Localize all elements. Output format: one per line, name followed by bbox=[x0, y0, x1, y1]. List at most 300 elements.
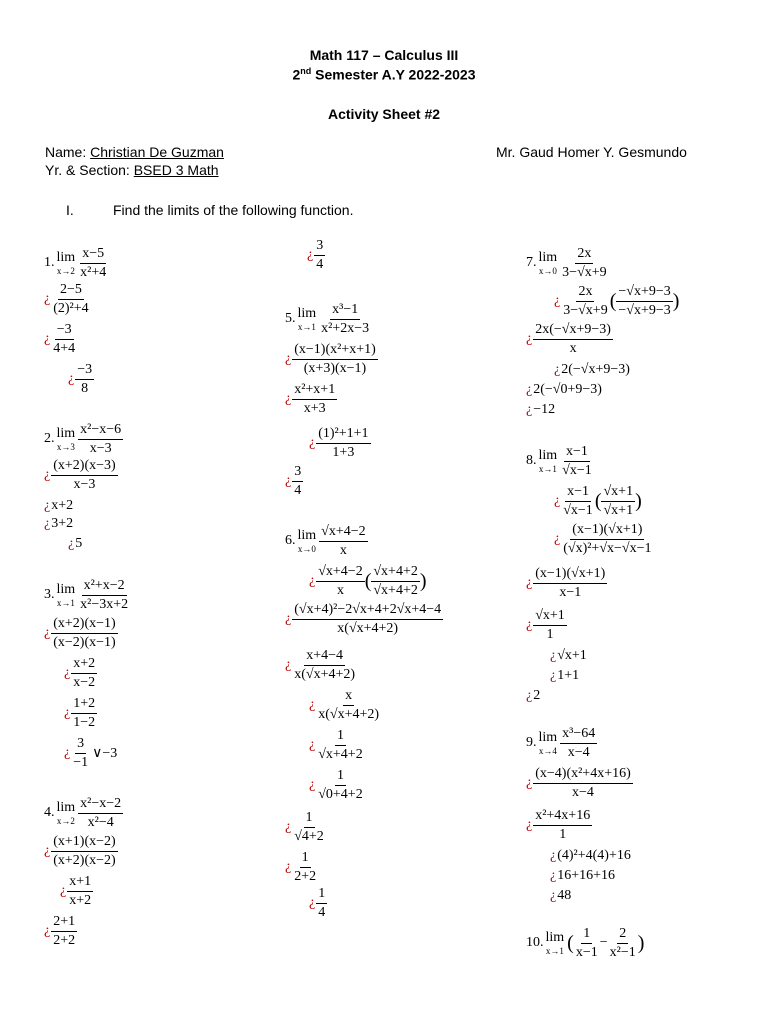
limit-approach: x→3 bbox=[56, 441, 75, 452]
fraction bbox=[371, 564, 419, 598]
step-expression: 5 bbox=[75, 536, 83, 551]
fraction-denominator: 2+2 bbox=[294, 868, 317, 884]
answer-marker: ¿ bbox=[285, 611, 292, 627]
fraction-denominator: x bbox=[569, 340, 577, 356]
problem-number: 3. bbox=[44, 587, 55, 603]
fraction-numerator: x−1 bbox=[564, 444, 590, 462]
fraction-numerator: −√x+9−3 bbox=[616, 284, 672, 302]
fraction-numerator: 3 bbox=[314, 238, 325, 256]
step-expression: √x+1 bbox=[557, 648, 587, 663]
fraction-denominator: x²−4 bbox=[87, 814, 114, 830]
solution-step bbox=[44, 516, 73, 532]
solution-step bbox=[554, 484, 642, 518]
fraction-denominator: 3−√x+9 bbox=[563, 302, 608, 318]
problem-statement bbox=[44, 246, 108, 280]
fraction-denominator: x−4 bbox=[572, 784, 594, 800]
right-paren: ) bbox=[419, 569, 427, 592]
fraction-denominator: x²−3x+2 bbox=[80, 596, 129, 612]
fraction-numerator: 2x bbox=[575, 246, 593, 264]
answer-marker: ¿ bbox=[554, 362, 561, 377]
solution-step bbox=[550, 868, 615, 884]
fraction-denominator: x bbox=[336, 582, 344, 598]
fraction bbox=[314, 238, 325, 272]
fraction-numerator: x−5 bbox=[80, 246, 106, 264]
step-expression: 16+16+16 bbox=[557, 868, 616, 883]
answer-marker: ¿ bbox=[526, 688, 533, 703]
fraction-denominator: 1−2 bbox=[73, 714, 96, 730]
problem-number: 7. bbox=[526, 255, 537, 271]
solution-step bbox=[309, 886, 327, 920]
limit-word: lim bbox=[297, 305, 317, 321]
fraction bbox=[319, 302, 371, 336]
problem-number: 4. bbox=[44, 805, 55, 821]
fraction bbox=[316, 886, 327, 920]
fraction-numerator: x+2 bbox=[71, 656, 97, 674]
solution-step bbox=[550, 888, 571, 904]
fraction bbox=[316, 728, 364, 762]
solution-step bbox=[64, 656, 97, 690]
answer-marker: ¿ bbox=[285, 819, 292, 835]
right-paren: ) bbox=[635, 489, 642, 512]
fraction-denominator: √0+4+2 bbox=[318, 786, 363, 802]
problem-statement bbox=[526, 246, 609, 280]
step-expression: 2 bbox=[533, 688, 541, 703]
fraction-numerator: (√x+4)²−2√x+4+2√x+4−4 bbox=[292, 602, 443, 620]
section-label: Yr. & Section: bbox=[45, 162, 134, 178]
solution-step bbox=[44, 322, 77, 356]
problem-number: 1. bbox=[44, 255, 55, 271]
answer-marker: ¿ bbox=[526, 331, 533, 347]
fraction-denominator: x²+2x−3 bbox=[321, 320, 370, 336]
limit-operator bbox=[57, 583, 76, 608]
limit-word: lim bbox=[56, 425, 76, 441]
limit-word: lim bbox=[545, 929, 565, 945]
step-expression: 1+1 bbox=[557, 668, 580, 683]
fraction-numerator: 2−5 bbox=[58, 282, 84, 300]
fraction bbox=[561, 284, 609, 318]
fraction bbox=[561, 484, 595, 518]
solution-step bbox=[554, 522, 653, 556]
left-paren: ( bbox=[609, 289, 617, 312]
step-expression: 2(−√0+9−3) bbox=[533, 382, 602, 397]
answer-marker: ¿ bbox=[550, 888, 557, 903]
fraction bbox=[78, 578, 130, 612]
fraction-denominator: x−1 bbox=[559, 584, 582, 600]
fraction-denominator: √x+4+2 bbox=[318, 746, 363, 762]
fraction-denominator: √x−1 bbox=[562, 462, 592, 478]
fraction bbox=[533, 608, 567, 642]
fraction bbox=[316, 426, 370, 460]
fraction-numerator: 2+1 bbox=[51, 914, 77, 932]
solution-step bbox=[550, 648, 587, 664]
fraction-numerator: x+4−4 bbox=[304, 648, 345, 666]
fraction-denominator: −√x+9−3 bbox=[618, 302, 671, 318]
right-paren: ) bbox=[672, 289, 680, 312]
left-paren: ( bbox=[364, 569, 372, 592]
fraction-numerator: (x+1)(x−2) bbox=[51, 834, 117, 852]
solution-step bbox=[526, 688, 540, 704]
solution-step bbox=[44, 616, 118, 650]
answer-marker: ¿ bbox=[550, 668, 557, 683]
fraction-denominator: √x+4+2 bbox=[373, 582, 418, 598]
instruction-roman: I. bbox=[66, 202, 74, 218]
solution-step bbox=[285, 342, 378, 376]
fraction-denominator: 1 bbox=[546, 626, 554, 642]
solution-step bbox=[64, 696, 97, 730]
limit-approach: x→4 bbox=[538, 745, 557, 756]
answer-marker: ¿ bbox=[554, 531, 561, 547]
solution-step bbox=[285, 810, 326, 844]
fraction-denominator: x−3 bbox=[73, 476, 96, 492]
fraction bbox=[560, 444, 594, 478]
solution-step bbox=[526, 766, 633, 800]
fraction-denominator: √4+2 bbox=[294, 828, 324, 844]
name-line bbox=[45, 144, 224, 160]
fraction bbox=[601, 484, 635, 518]
fraction-numerator: (x−1)(√x+1) bbox=[533, 566, 607, 584]
answer-marker: ¿ bbox=[285, 473, 292, 489]
solution-step bbox=[285, 382, 337, 416]
fraction-numerator: −3 bbox=[55, 322, 74, 340]
section-line bbox=[45, 162, 219, 178]
answer-marker: ¿ bbox=[44, 498, 51, 513]
problem-number: 6. bbox=[285, 533, 296, 549]
fraction-denominator: √x−1 bbox=[563, 502, 593, 518]
answer-marker: ¿ bbox=[68, 536, 75, 551]
limit-approach: x→0 bbox=[297, 543, 316, 554]
solution-step bbox=[285, 602, 443, 636]
right-paren: ) bbox=[637, 931, 645, 954]
fraction-denominator: x−3 bbox=[89, 440, 112, 456]
step-expression: (4)²+4(4)+16 bbox=[557, 848, 631, 863]
problem-number: 8. bbox=[526, 453, 537, 469]
problem-statement bbox=[526, 444, 594, 478]
fraction-numerator: (x+2)(x−3) bbox=[51, 458, 117, 476]
fraction bbox=[616, 284, 672, 318]
fraction-numerator: x²−x−2 bbox=[78, 796, 123, 814]
limit-approach: x→2 bbox=[56, 265, 75, 276]
answer-marker: ¿ bbox=[309, 435, 316, 451]
limit-operator bbox=[298, 529, 317, 554]
solution-step bbox=[285, 464, 303, 498]
limit-operator bbox=[539, 251, 558, 276]
answer-marker: ¿ bbox=[68, 371, 75, 387]
solution-step bbox=[44, 458, 118, 492]
answer-marker: ¿ bbox=[526, 817, 533, 833]
solution-step bbox=[68, 536, 82, 552]
fraction-numerator: 3 bbox=[75, 736, 86, 754]
fraction-denominator: x²−1 bbox=[609, 944, 636, 960]
fraction bbox=[292, 464, 303, 498]
answer-marker: ¿ bbox=[44, 331, 51, 347]
answer-marker: ¿ bbox=[309, 895, 316, 911]
answer-marker: ¿ bbox=[64, 665, 71, 681]
answer-marker: ¿ bbox=[60, 883, 67, 899]
fraction-numerator: x³−1 bbox=[330, 302, 360, 320]
step-expression: 2(−√x+9−3) bbox=[561, 362, 630, 377]
problem-number: 9. bbox=[526, 735, 537, 751]
answer-marker: ¿ bbox=[309, 777, 316, 793]
solution-step bbox=[554, 284, 679, 318]
fraction-numerator: √x+4+2 bbox=[371, 564, 419, 582]
fraction bbox=[51, 834, 117, 868]
fraction bbox=[292, 850, 318, 884]
fraction-numerator: x²+x−2 bbox=[82, 578, 127, 596]
solution-step bbox=[526, 322, 613, 356]
fraction bbox=[319, 524, 367, 558]
fraction bbox=[292, 810, 326, 844]
problem-number: 5. bbox=[285, 311, 296, 327]
name-label: Name: bbox=[45, 144, 91, 160]
fraction-numerator: 1 bbox=[300, 850, 311, 868]
fraction-numerator: x²+4x+16 bbox=[533, 808, 592, 826]
problem-statement bbox=[44, 422, 123, 456]
fraction-numerator: 2 bbox=[617, 926, 628, 944]
student-name: Christian De Guzman bbox=[90, 144, 224, 160]
activity-title: Activity Sheet #2 bbox=[327, 106, 441, 122]
fraction bbox=[51, 616, 117, 650]
limit-approach: x→1 bbox=[545, 945, 564, 956]
step-expression: 48 bbox=[557, 888, 572, 903]
limit-word: lim bbox=[56, 799, 76, 815]
solution-step bbox=[60, 874, 93, 908]
fraction-numerator: 1+2 bbox=[71, 696, 97, 714]
limit-operator bbox=[57, 801, 76, 826]
fraction-denominator: (√x)²+√x−√x−1 bbox=[563, 540, 652, 556]
fraction-denominator: 2+2 bbox=[53, 932, 76, 948]
fraction bbox=[78, 246, 108, 280]
fraction bbox=[51, 914, 77, 948]
problem-statement bbox=[526, 926, 644, 960]
fraction-denominator: x+2 bbox=[69, 892, 92, 908]
problem-statement bbox=[285, 302, 371, 336]
answer-marker: ¿ bbox=[64, 745, 71, 761]
step-expression: x+2 bbox=[51, 498, 74, 513]
continued-answer-line bbox=[307, 238, 325, 272]
fraction-numerator: 1 bbox=[335, 768, 346, 786]
semester-line: 2nd Semester A.Y 2022-2023 bbox=[292, 66, 476, 83]
solution-step bbox=[526, 566, 607, 600]
fraction-denominator: 4+4 bbox=[53, 340, 76, 356]
limit-approach: x→1 bbox=[56, 597, 75, 608]
limit-word: lim bbox=[56, 249, 76, 265]
fraction-numerator: x+1 bbox=[67, 874, 93, 892]
answer-marker: ¿ bbox=[285, 657, 292, 673]
fraction bbox=[316, 564, 364, 598]
solution-step bbox=[285, 648, 357, 682]
fraction bbox=[75, 362, 94, 396]
answer-marker: ¿ bbox=[285, 351, 292, 367]
fraction bbox=[574, 926, 600, 960]
problem-statement bbox=[285, 524, 368, 558]
fraction-denominator: x(√x+4+2) bbox=[337, 620, 399, 636]
solution-step bbox=[526, 402, 555, 418]
solution-step bbox=[309, 426, 371, 460]
fraction-numerator: 1 bbox=[316, 886, 327, 904]
solution-step bbox=[44, 282, 91, 316]
problem-statement bbox=[44, 578, 130, 612]
limit-word: lim bbox=[297, 527, 317, 543]
fraction-numerator: 3 bbox=[292, 464, 303, 482]
answer-marker: ¿ bbox=[526, 402, 533, 417]
step-expression: −12 bbox=[533, 402, 556, 417]
fraction bbox=[292, 382, 337, 416]
fraction bbox=[51, 458, 117, 492]
fraction-denominator: 4 bbox=[294, 482, 302, 498]
fraction-denominator: (2)²+4 bbox=[53, 300, 89, 316]
fraction-numerator: √x+1 bbox=[533, 608, 567, 626]
fraction-numerator: (x−1)(x²+x+1) bbox=[292, 342, 378, 360]
left-paren: ( bbox=[594, 489, 602, 512]
fraction-numerator: 2x(−√x+9−3) bbox=[533, 322, 613, 340]
fraction-denominator: x−1 bbox=[575, 944, 598, 960]
fraction-numerator: 1 bbox=[335, 728, 346, 746]
step-expression: 3+2 bbox=[51, 516, 74, 531]
limit-operator bbox=[57, 427, 76, 452]
fraction-denominator: 1+3 bbox=[332, 444, 355, 460]
fraction bbox=[71, 656, 97, 690]
answer-marker: ¿ bbox=[285, 391, 292, 407]
answer-marker: ¿ bbox=[307, 247, 314, 263]
instructor-name: Mr. Gaud Homer Y. Gesmundo bbox=[496, 144, 687, 160]
fraction-numerator: 1 bbox=[304, 810, 315, 828]
solution-step bbox=[309, 768, 365, 802]
fraction-numerator: (x−4)(x²+4x+16) bbox=[533, 766, 633, 784]
solution-step bbox=[554, 362, 630, 378]
solution-step bbox=[526, 808, 592, 842]
answer-marker: ¿ bbox=[550, 648, 557, 663]
fraction bbox=[316, 768, 364, 802]
solution-step bbox=[44, 914, 77, 948]
fraction-denominator: √x+1 bbox=[603, 502, 634, 518]
limit-word: lim bbox=[56, 581, 76, 597]
fraction bbox=[292, 648, 357, 682]
answer-marker: ¿ bbox=[44, 923, 51, 939]
limit-operator bbox=[546, 931, 565, 956]
limit-word: lim bbox=[538, 447, 558, 463]
fraction-numerator: 2x bbox=[576, 284, 594, 302]
answer-marker: ¿ bbox=[309, 697, 316, 713]
student-section: BSED 3 Math bbox=[133, 162, 219, 178]
fraction bbox=[533, 808, 592, 842]
answer-marker: ¿ bbox=[44, 516, 51, 531]
fraction bbox=[292, 342, 378, 376]
fraction-numerator: −3 bbox=[75, 362, 94, 380]
fraction bbox=[78, 422, 123, 456]
solution-step bbox=[44, 834, 118, 868]
left-paren: ( bbox=[567, 931, 574, 954]
fraction bbox=[533, 566, 607, 600]
fraction-numerator: (x−1)(√x+1) bbox=[570, 522, 644, 540]
fraction bbox=[51, 282, 90, 316]
fraction-denominator: x(√x+4+2) bbox=[294, 666, 356, 682]
fraction-denominator: −1 bbox=[73, 754, 89, 770]
fraction bbox=[51, 322, 77, 356]
solution-step bbox=[285, 850, 318, 884]
solution-step bbox=[550, 668, 579, 684]
minus-operator: − bbox=[599, 935, 608, 951]
fraction-numerator: 1 bbox=[581, 926, 592, 944]
course-title: Math 117 – Calculus III bbox=[309, 47, 459, 63]
answer-marker: ¿ bbox=[285, 859, 292, 875]
fraction-denominator: (x+2)(x−2) bbox=[53, 852, 116, 868]
fraction-denominator: (x+3)(x−1) bbox=[303, 360, 367, 376]
limit-operator bbox=[57, 251, 76, 276]
fraction-numerator: (x+2)(x−1) bbox=[51, 616, 117, 634]
fraction-denominator: 8 bbox=[81, 380, 89, 396]
solution-step bbox=[309, 564, 427, 598]
fraction-numerator: x²−x−6 bbox=[78, 422, 123, 440]
answer-marker: ¿ bbox=[44, 625, 51, 641]
fraction-denominator: x−4 bbox=[567, 744, 590, 760]
fraction-denominator: x−2 bbox=[73, 674, 96, 690]
answer-marker: ¿ bbox=[44, 467, 51, 483]
fraction-denominator: x bbox=[339, 542, 347, 558]
answer-marker: ¿ bbox=[550, 848, 557, 863]
answer-marker: ¿ bbox=[44, 291, 51, 307]
solution-step bbox=[526, 382, 602, 398]
step-tail: ∨−3 bbox=[92, 745, 118, 761]
fraction-numerator: (1)²+1+1 bbox=[316, 426, 370, 444]
answer-marker: ¿ bbox=[526, 617, 533, 633]
instruction-text: Find the limits of the following function. bbox=[113, 202, 354, 218]
fraction bbox=[533, 322, 613, 356]
fraction-denominator: x(√x+4+2) bbox=[318, 706, 380, 722]
problem-statement bbox=[44, 796, 123, 830]
fraction bbox=[71, 736, 90, 770]
solution-step bbox=[526, 608, 567, 642]
limit-approach: x→1 bbox=[538, 463, 557, 474]
solution-step bbox=[550, 848, 631, 864]
fraction-denominator: 3−√x+9 bbox=[562, 264, 607, 280]
limit-word: lim bbox=[538, 729, 558, 745]
limit-word: lim bbox=[538, 249, 558, 265]
limit-operator bbox=[298, 307, 317, 332]
fraction-denominator: x+3 bbox=[303, 400, 326, 416]
answer-marker: ¿ bbox=[550, 868, 557, 883]
fraction-numerator: x−1 bbox=[565, 484, 591, 502]
answer-marker: ¿ bbox=[526, 382, 533, 397]
fraction bbox=[560, 246, 608, 280]
answer-marker: ¿ bbox=[526, 775, 533, 791]
solution-step bbox=[44, 498, 73, 514]
fraction-numerator: √x+4−2 bbox=[319, 524, 367, 542]
limit-approach: x→0 bbox=[538, 265, 557, 276]
fraction bbox=[67, 874, 93, 908]
limit-approach: x→2 bbox=[56, 815, 75, 826]
fraction bbox=[533, 766, 633, 800]
fraction-numerator: x²+x+1 bbox=[292, 382, 337, 400]
limit-approach: x→1 bbox=[297, 321, 316, 332]
solution-step bbox=[68, 362, 94, 396]
limit-operator bbox=[539, 449, 558, 474]
fraction bbox=[292, 602, 443, 636]
fraction-denominator: 1 bbox=[559, 826, 567, 842]
fraction-numerator: √x+1 bbox=[601, 484, 635, 502]
solution-step bbox=[309, 688, 381, 722]
fraction-numerator: x³−64 bbox=[560, 726, 597, 744]
problem-number: 10. bbox=[526, 935, 544, 951]
answer-marker: ¿ bbox=[554, 493, 561, 509]
answer-marker: ¿ bbox=[554, 293, 561, 309]
fraction-denominator: 4 bbox=[318, 904, 326, 920]
fraction-denominator: x²+4 bbox=[80, 264, 107, 280]
fraction bbox=[71, 696, 97, 730]
solution-step bbox=[64, 736, 117, 770]
solution-step bbox=[309, 728, 365, 762]
fraction bbox=[561, 522, 653, 556]
answer-marker: ¿ bbox=[526, 575, 533, 591]
